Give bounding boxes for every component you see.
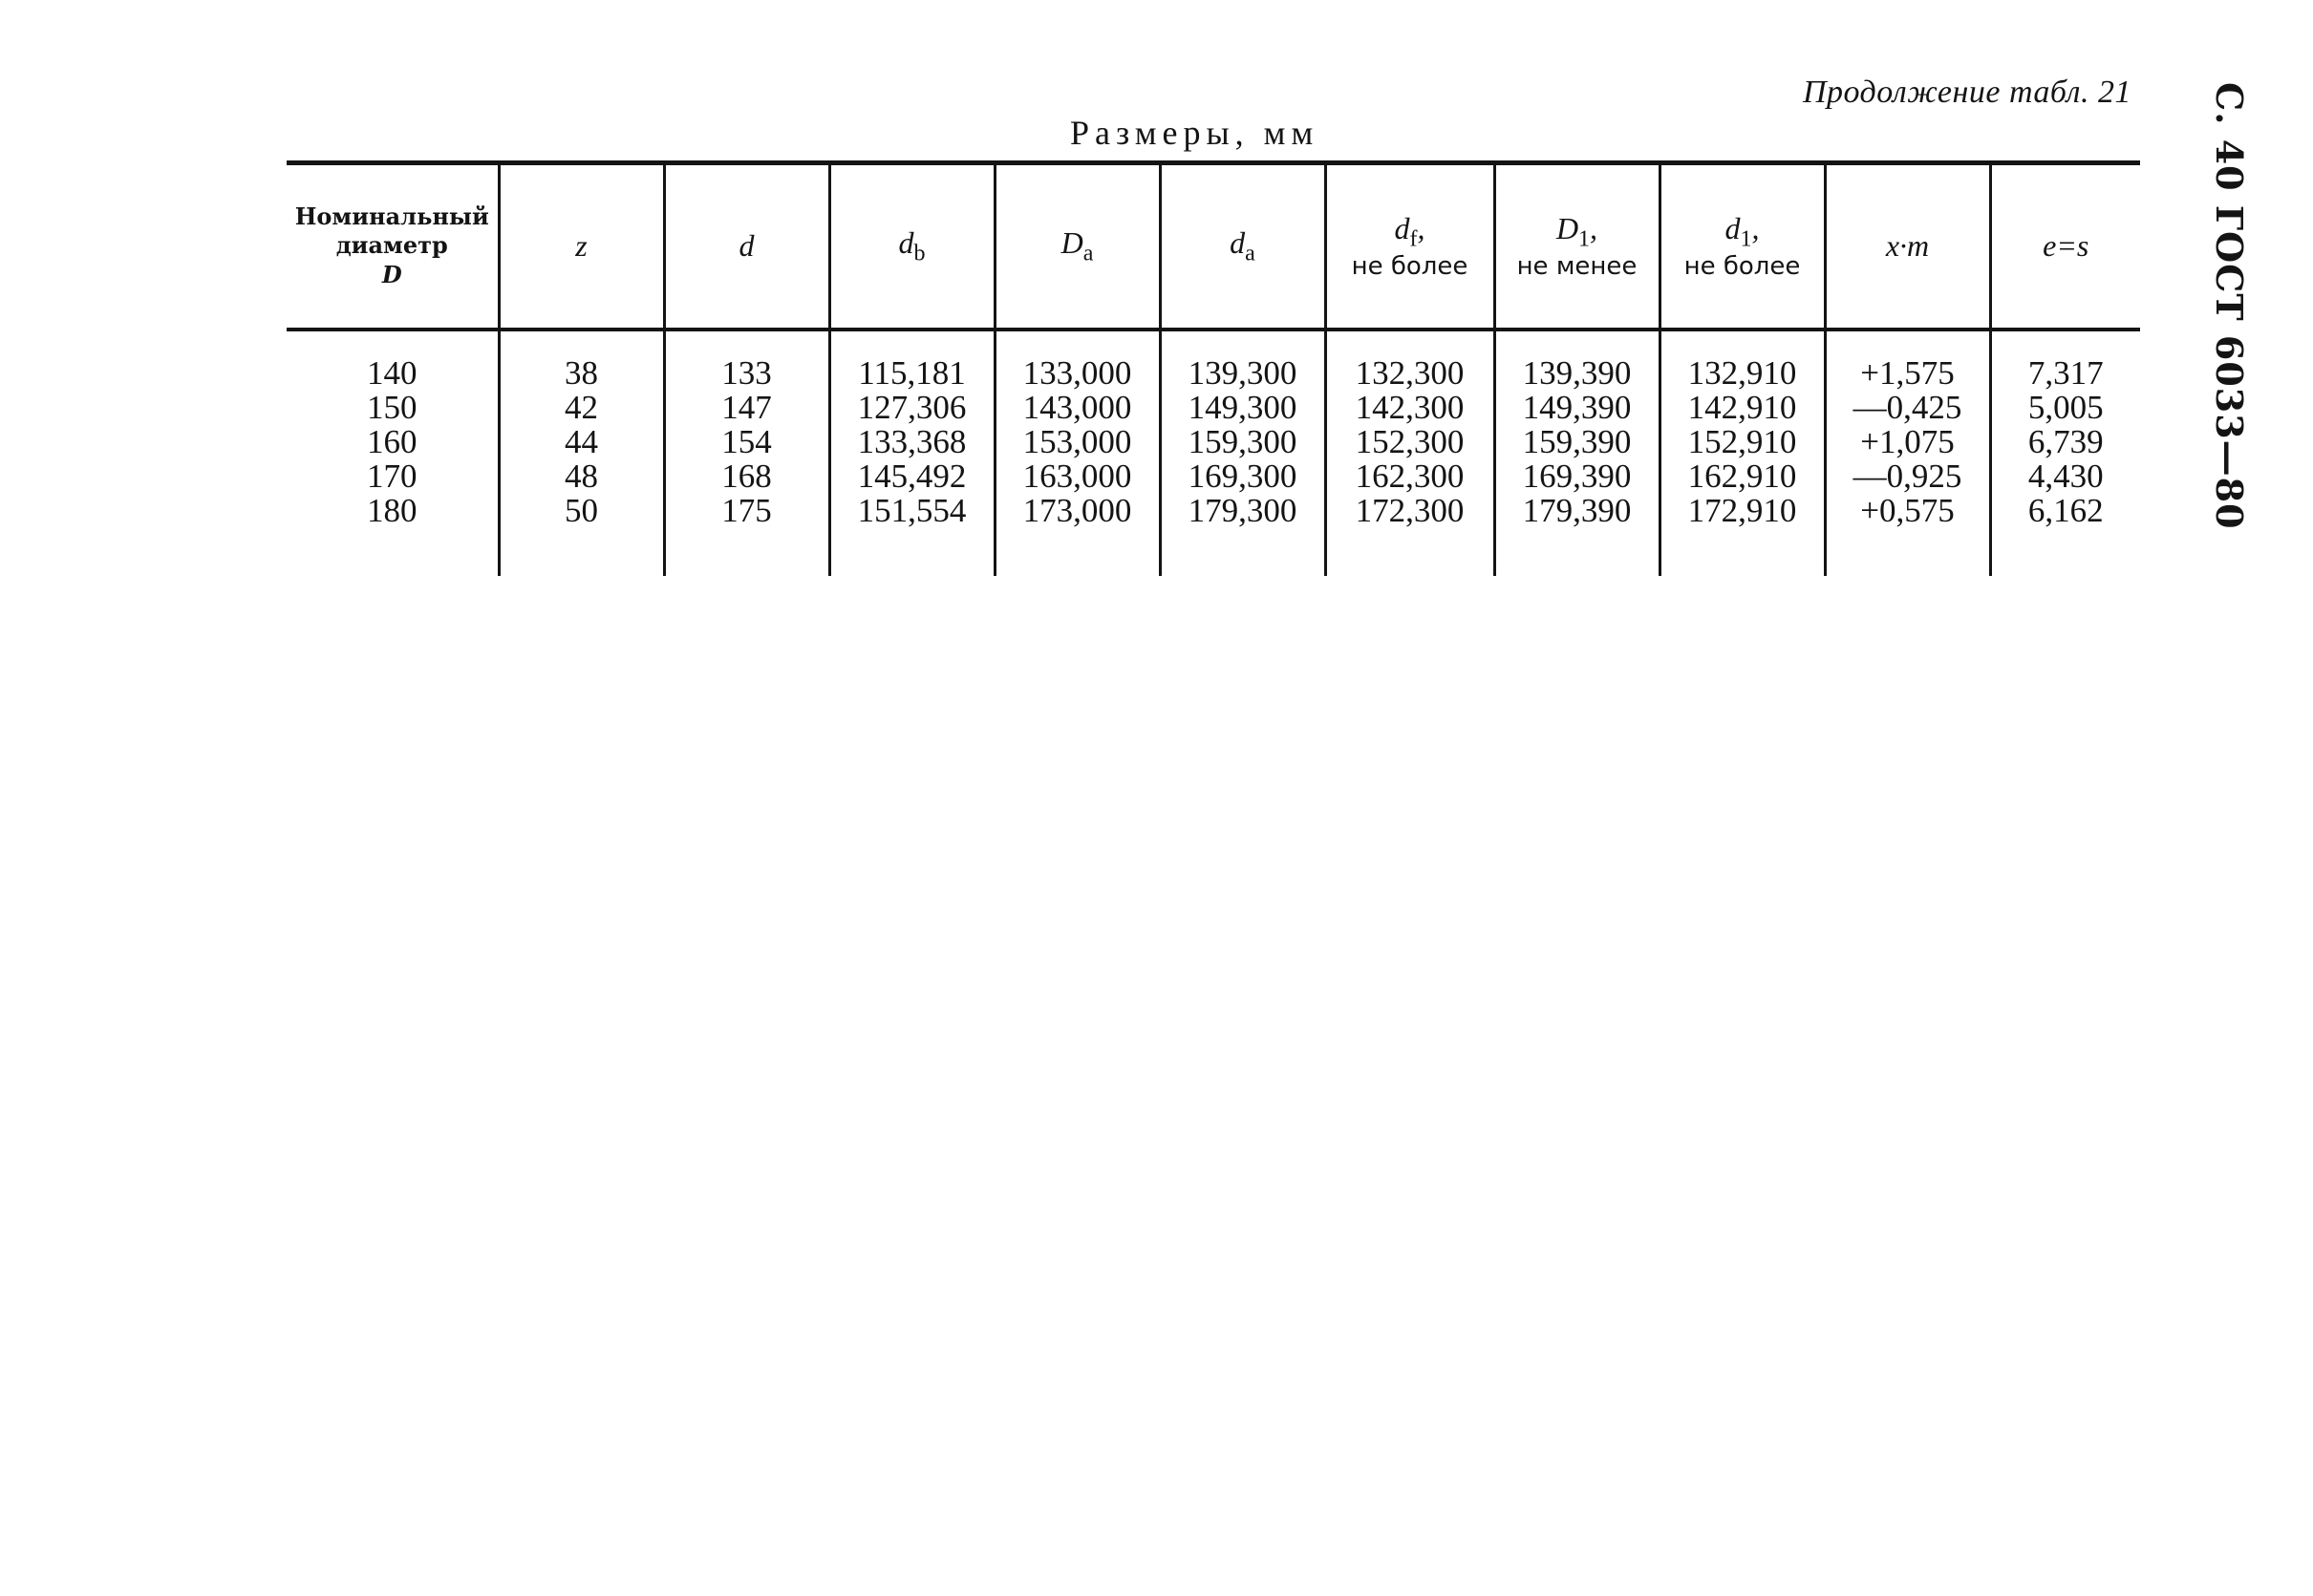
cell-D1: 139,390 <box>1494 330 1660 391</box>
table-row <box>287 459 2140 494</box>
cell-z: 44 <box>499 425 664 459</box>
col-header-Da-sub: a <box>1082 241 1094 266</box>
cell-z: 38 <box>499 330 664 391</box>
col-header-nominal-diameter <box>287 163 499 330</box>
cell-da: 139,300 <box>1160 330 1325 391</box>
col-header-es-symbol: e=s <box>2043 227 2089 263</box>
cell-db: 133,368 <box>829 425 995 459</box>
cell-D1: 149,390 <box>1494 391 1660 425</box>
table-row <box>287 391 2140 425</box>
col-header-z-symbol: z <box>575 227 588 263</box>
cell-d: 147 <box>664 391 829 425</box>
col-header-Da-symbol <box>1060 224 1094 266</box>
col-header-db <box>829 163 995 330</box>
col-header-da-sub: a <box>1245 241 1255 266</box>
cell-df: 132,300 <box>1325 330 1494 391</box>
cell-da: 159,300 <box>1160 425 1325 459</box>
col-header-d-symbol: d <box>739 227 755 263</box>
col-header-df-symbol: $d_f$, <box>1394 210 1425 251</box>
cell-d: 175 <box>664 494 829 576</box>
col-header-d1-note: не более <box>1683 252 1801 282</box>
cell-nominal-diameter: 150 <box>367 388 418 426</box>
cell-da: 179,300 <box>1160 494 1325 576</box>
cell-xm: +1,075 <box>1825 425 1990 459</box>
col-header-xm <box>1825 163 1990 330</box>
col-header-nominal-line1: Номинальный <box>294 202 489 230</box>
cell-db: 115,181 <box>829 330 995 391</box>
col-header-es <box>1990 163 2140 330</box>
cell-xm: —0,925 <box>1825 459 1990 494</box>
cell-df: 162,300 <box>1325 459 1494 494</box>
cell-d1: 172,910 <box>1660 494 1825 576</box>
col-header-D1 <box>1494 163 1660 330</box>
col-header-df-note: не более <box>1351 252 1468 282</box>
cell-d1: 152,910 <box>1660 425 1825 459</box>
cell-da: 169,300 <box>1160 459 1325 494</box>
col-header-df-sub: f <box>1409 225 1418 251</box>
cell-xm: +1,575 <box>1825 330 1990 391</box>
col-header-db-sub: b <box>913 241 926 266</box>
col-header-nominal-line2: диаметр <box>335 231 448 260</box>
cell-d1: 162,910 <box>1660 459 1825 494</box>
col-header-D1-base: D <box>1555 210 1579 245</box>
col-header-d1 <box>1660 163 1825 330</box>
cell-db: 127,306 <box>829 391 995 425</box>
cell-es: 6,162 <box>1990 494 2140 576</box>
cell-da: 149,300 <box>1160 391 1325 425</box>
cell-D1: 159,390 <box>1494 425 1660 459</box>
col-header-nominal-symbol: D <box>381 261 402 289</box>
col-header-D1-sub: 1 <box>1578 225 1591 251</box>
col-header-da-base: d <box>1230 224 1246 260</box>
col-header-d <box>664 163 829 330</box>
col-header-d1-base: d <box>1724 210 1741 245</box>
cell-es: 5,005 <box>1990 391 2140 425</box>
col-header-db-symbol <box>898 224 926 266</box>
table-row <box>287 330 2140 391</box>
table-row <box>287 425 2140 459</box>
col-header-da <box>1160 163 1325 330</box>
cell-nominal-diameter: 140 <box>367 353 418 392</box>
cell-xm: —0,425 <box>1825 391 1990 425</box>
cell-z: 48 <box>499 459 664 494</box>
cell-es: 6,739 <box>1990 425 2140 459</box>
col-header-z <box>499 163 664 330</box>
cell-d: 168 <box>664 459 829 494</box>
cell-d1: 132,910 <box>1660 330 1825 391</box>
col-header-d1-symbol: $d_1$, <box>1724 210 1760 251</box>
cell-D1: 179,390 <box>1494 494 1660 576</box>
table-header-row <box>287 163 2140 330</box>
table-continuation-caption: Продолжение табл. 21 <box>1802 74 2131 110</box>
cell-D1: 169,390 <box>1494 459 1660 494</box>
cell-z: 50 <box>499 494 664 576</box>
col-header-d1-sub: 1 <box>1740 225 1752 251</box>
cell-Da: 153,000 <box>995 425 1160 459</box>
col-header-D1-symbol: $D_1$, <box>1555 210 1598 251</box>
cell-df: 172,300 <box>1325 494 1494 576</box>
col-header-xm-symbol: x·m <box>1885 227 1930 263</box>
cell-d: 154 <box>664 425 829 459</box>
cell-db: 145,492 <box>829 459 995 494</box>
cell-nominal-diameter: 160 <box>367 422 418 460</box>
cell-df: 142,300 <box>1325 391 1494 425</box>
cell-Da: 163,000 <box>995 459 1160 494</box>
cell-xm: +0,575 <box>1825 494 1990 576</box>
dimensions-caption: Размеры, мм <box>1070 114 1319 152</box>
cell-Da: 143,000 <box>995 391 1160 425</box>
col-header-D1-note: не менее <box>1516 252 1638 282</box>
cell-nominal-diameter: 170 <box>367 457 418 495</box>
col-header-Da <box>995 163 1160 330</box>
col-header-db-base: d <box>898 224 914 260</box>
col-header-Da-base: D <box>1060 224 1083 260</box>
cell-db: 151,554 <box>829 494 995 576</box>
cell-es: 7,317 <box>1990 330 2140 391</box>
cell-d: 133 <box>664 330 829 391</box>
page-standard-reference: С. 40 ГОСТ 6033—80 <box>2208 82 2251 530</box>
table-row <box>287 494 2140 576</box>
cell-Da: 133,000 <box>995 330 1160 391</box>
col-header-df-base: d <box>1394 210 1410 245</box>
cell-z: 42 <box>499 391 664 425</box>
cell-Da: 173,000 <box>995 494 1160 576</box>
col-header-df <box>1325 163 1494 330</box>
cell-d1: 142,910 <box>1660 391 1825 425</box>
cell-nominal-diameter: 180 <box>367 491 418 529</box>
dimensions-table <box>287 160 2140 576</box>
cell-df: 152,300 <box>1325 425 1494 459</box>
dimensions-table-container <box>287 160 2140 576</box>
col-header-da-symbol <box>1230 224 1255 266</box>
cell-es: 4,430 <box>1990 459 2140 494</box>
